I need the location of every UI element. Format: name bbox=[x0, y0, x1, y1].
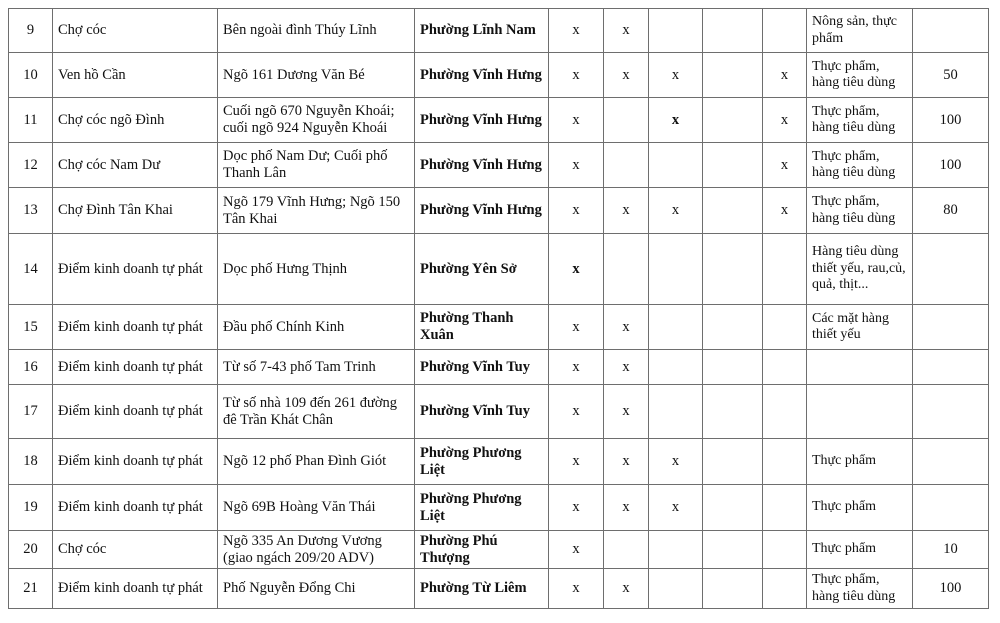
vendor-count: 100 bbox=[913, 98, 989, 143]
mark-cell-2 bbox=[604, 531, 649, 569]
mark-cell-5 bbox=[763, 305, 807, 350]
table-row bbox=[9, 53, 989, 98]
mark-cell-5 bbox=[763, 531, 807, 569]
vendor-count bbox=[913, 350, 989, 385]
row-number: 16 bbox=[9, 350, 53, 385]
goods-type: Thực phẩm bbox=[807, 439, 913, 485]
mark-cell-5 bbox=[763, 350, 807, 385]
mark-cell-2: x bbox=[604, 569, 649, 609]
mark-cell-2: x bbox=[604, 53, 649, 98]
mark-cell-1: x bbox=[549, 531, 604, 569]
mark-cell-3 bbox=[649, 569, 703, 609]
mark-cell-2: x bbox=[604, 305, 649, 350]
mark-cell-4 bbox=[703, 385, 763, 439]
market-location: Phố Nguyễn Đổng Chi bbox=[218, 569, 415, 609]
mark-cell-2 bbox=[604, 98, 649, 143]
mark-cell-5 bbox=[763, 485, 807, 531]
ward-name: Phường Phương Liệt bbox=[415, 485, 549, 531]
mark-cell-4 bbox=[703, 98, 763, 143]
mark-cell-3 bbox=[649, 531, 703, 569]
market-name: Điểm kinh doanh tự phát bbox=[53, 305, 218, 350]
mark-cell-2: x bbox=[604, 9, 649, 53]
vendor-count: 80 bbox=[913, 188, 989, 234]
mark-cell-1: x bbox=[549, 385, 604, 439]
market-name: Điểm kinh doanh tự phát bbox=[53, 569, 218, 609]
mark-cell-3 bbox=[649, 305, 703, 350]
mark-cell-3: x bbox=[649, 485, 703, 531]
market-name: Chợ cóc Nam Dư bbox=[53, 143, 218, 188]
table-row bbox=[9, 305, 989, 350]
vendor-count: 100 bbox=[913, 143, 989, 188]
goods-type: Thực phẩm, hàng tiêu dùng bbox=[807, 188, 913, 234]
market-name: Điểm kinh doanh tự phát bbox=[53, 385, 218, 439]
market-name: Điểm kinh doanh tự phát bbox=[53, 350, 218, 385]
goods-type bbox=[807, 350, 913, 385]
market-location: Từ số nhà 109 đến 261 đường đê Trần Khát Chân bbox=[218, 385, 415, 439]
row-number: 20 bbox=[9, 531, 53, 569]
mark-cell-1: x bbox=[549, 234, 604, 305]
table-row bbox=[9, 188, 989, 234]
goods-type: Nông sản, thực phẩm bbox=[807, 9, 913, 53]
table-body bbox=[9, 9, 989, 609]
goods-type bbox=[807, 385, 913, 439]
mark-cell-3 bbox=[649, 9, 703, 53]
row-number: 13 bbox=[9, 188, 53, 234]
mark-cell-3: x bbox=[649, 439, 703, 485]
row-number: 9 bbox=[9, 9, 53, 53]
market-location: Ngõ 335 An Dương Vương (giao ngách 209/20 ADV) bbox=[218, 531, 415, 569]
goods-type: Thực phẩm, hàng tiêu dùng bbox=[807, 143, 913, 188]
market-location: Ngõ 69B Hoàng Văn Thái bbox=[218, 485, 415, 531]
vendor-count bbox=[913, 485, 989, 531]
row-number: 18 bbox=[9, 439, 53, 485]
goods-type: Thực phẩm bbox=[807, 485, 913, 531]
mark-cell-4 bbox=[703, 305, 763, 350]
vendor-count: 100 bbox=[913, 569, 989, 609]
market-name: Chợ cóc bbox=[53, 9, 218, 53]
ward-name: Phường Yên Sở bbox=[415, 234, 549, 305]
vendor-count bbox=[913, 439, 989, 485]
mark-cell-5: x bbox=[763, 53, 807, 98]
mark-cell-2 bbox=[604, 143, 649, 188]
market-table bbox=[8, 8, 989, 609]
mark-cell-4 bbox=[703, 350, 763, 385]
goods-type: Các mặt hàng thiết yếu bbox=[807, 305, 913, 350]
ward-name: Phường Vĩnh Hưng bbox=[415, 53, 549, 98]
market-location: Ngõ 179 Vĩnh Hưng; Ngõ 150 Tân Khai bbox=[218, 188, 415, 234]
ward-name: Phường Vĩnh Tuy bbox=[415, 385, 549, 439]
table-row bbox=[9, 485, 989, 531]
market-location: Ngõ 12 phố Phan Đình Giót bbox=[218, 439, 415, 485]
mark-cell-3 bbox=[649, 385, 703, 439]
table-row bbox=[9, 385, 989, 439]
goods-type: Thực phẩm, hàng tiêu dùng bbox=[807, 53, 913, 98]
goods-type: Hàng tiêu dùng thiết yếu, rau,củ, quả, thịt... bbox=[807, 234, 913, 305]
mark-cell-2 bbox=[604, 234, 649, 305]
table-row bbox=[9, 350, 989, 385]
row-number: 21 bbox=[9, 569, 53, 609]
mark-cell-2: x bbox=[604, 385, 649, 439]
mark-cell-5 bbox=[763, 9, 807, 53]
ward-name: Phường Từ Liêm bbox=[415, 569, 549, 609]
market-name: Điểm kinh doanh tự phát bbox=[53, 439, 218, 485]
vendor-count: 10 bbox=[913, 531, 989, 569]
mark-cell-4 bbox=[703, 188, 763, 234]
mark-cell-1: x bbox=[549, 98, 604, 143]
market-name: Chợ cóc ngõ Đình bbox=[53, 98, 218, 143]
vendor-count bbox=[913, 305, 989, 350]
mark-cell-3: x bbox=[649, 188, 703, 234]
table-row bbox=[9, 143, 989, 188]
mark-cell-4 bbox=[703, 9, 763, 53]
row-number: 11 bbox=[9, 98, 53, 143]
market-name: Điểm kinh doanh tự phát bbox=[53, 234, 218, 305]
row-number: 14 bbox=[9, 234, 53, 305]
mark-cell-5: x bbox=[763, 98, 807, 143]
market-location: Bên ngoài đình Thúy Lĩnh bbox=[218, 9, 415, 53]
mark-cell-4 bbox=[703, 569, 763, 609]
mark-cell-4 bbox=[703, 531, 763, 569]
market-location: Cuối ngõ 670 Nguyễn Khoái; cuối ngõ 924 Nguyễn Khoái bbox=[218, 98, 415, 143]
mark-cell-1: x bbox=[549, 569, 604, 609]
mark-cell-5: x bbox=[763, 188, 807, 234]
ward-name: Phường Thanh Xuân bbox=[415, 305, 549, 350]
market-name: Điểm kinh doanh tự phát bbox=[53, 485, 218, 531]
mark-cell-3 bbox=[649, 143, 703, 188]
ward-name: Phường Vĩnh Hưng bbox=[415, 143, 549, 188]
mark-cell-2: x bbox=[604, 439, 649, 485]
market-name: Chợ Đình Tân Khai bbox=[53, 188, 218, 234]
mark-cell-1: x bbox=[549, 439, 604, 485]
mark-cell-4 bbox=[703, 53, 763, 98]
mark-cell-4 bbox=[703, 234, 763, 305]
market-location: Đầu phố Chính Kinh bbox=[218, 305, 415, 350]
mark-cell-1: x bbox=[549, 188, 604, 234]
table-row bbox=[9, 234, 989, 305]
row-number: 17 bbox=[9, 385, 53, 439]
market-location: Ngõ 161 Dương Văn Bé bbox=[218, 53, 415, 98]
row-number: 19 bbox=[9, 485, 53, 531]
goods-type: Thực phẩm, hàng tiêu dùng bbox=[807, 98, 913, 143]
mark-cell-5 bbox=[763, 569, 807, 609]
mark-cell-3: x bbox=[649, 98, 703, 143]
row-number: 12 bbox=[9, 143, 53, 188]
mark-cell-3: x bbox=[649, 53, 703, 98]
mark-cell-4 bbox=[703, 485, 763, 531]
mark-cell-1: x bbox=[549, 485, 604, 531]
mark-cell-5 bbox=[763, 439, 807, 485]
table-row bbox=[9, 439, 989, 485]
vendor-count bbox=[913, 9, 989, 53]
table-row bbox=[9, 531, 989, 569]
vendor-count bbox=[913, 385, 989, 439]
table-row bbox=[9, 98, 989, 143]
mark-cell-1: x bbox=[549, 143, 604, 188]
goods-type: Thực phẩm bbox=[807, 531, 913, 569]
ward-name: Phường Vĩnh Tuy bbox=[415, 350, 549, 385]
mark-cell-5 bbox=[763, 234, 807, 305]
mark-cell-2: x bbox=[604, 188, 649, 234]
mark-cell-1: x bbox=[549, 53, 604, 98]
goods-type: Thực phẩm, hàng tiêu dùng bbox=[807, 569, 913, 609]
mark-cell-4 bbox=[703, 143, 763, 188]
mark-cell-2: x bbox=[604, 485, 649, 531]
vendor-count bbox=[913, 234, 989, 305]
mark-cell-5 bbox=[763, 385, 807, 439]
ward-name: Phường Phương Liệt bbox=[415, 439, 549, 485]
mark-cell-3 bbox=[649, 234, 703, 305]
ward-name: Phường Vĩnh Hưng bbox=[415, 188, 549, 234]
table-row bbox=[9, 569, 989, 609]
mark-cell-1: x bbox=[549, 9, 604, 53]
mark-cell-4 bbox=[703, 439, 763, 485]
market-location: Từ số 7-43 phố Tam Trinh bbox=[218, 350, 415, 385]
row-number: 10 bbox=[9, 53, 53, 98]
ward-name: Phường Vĩnh Hưng bbox=[415, 98, 549, 143]
mark-cell-3 bbox=[649, 350, 703, 385]
market-location: Dọc phố Nam Dư; Cuối phố Thanh Lân bbox=[218, 143, 415, 188]
market-location: Dọc phố Hưng Thịnh bbox=[218, 234, 415, 305]
vendor-count: 50 bbox=[913, 53, 989, 98]
mark-cell-1: x bbox=[549, 350, 604, 385]
mark-cell-5: x bbox=[763, 143, 807, 188]
ward-name: Phường Lĩnh Nam bbox=[415, 9, 549, 53]
market-name: Ven hồ Cần bbox=[53, 53, 218, 98]
market-name: Chợ cóc bbox=[53, 531, 218, 569]
row-number: 15 bbox=[9, 305, 53, 350]
table-row bbox=[9, 9, 989, 53]
mark-cell-1: x bbox=[549, 305, 604, 350]
mark-cell-2: x bbox=[604, 350, 649, 385]
ward-name: Phường Phú Thượng bbox=[415, 531, 549, 569]
